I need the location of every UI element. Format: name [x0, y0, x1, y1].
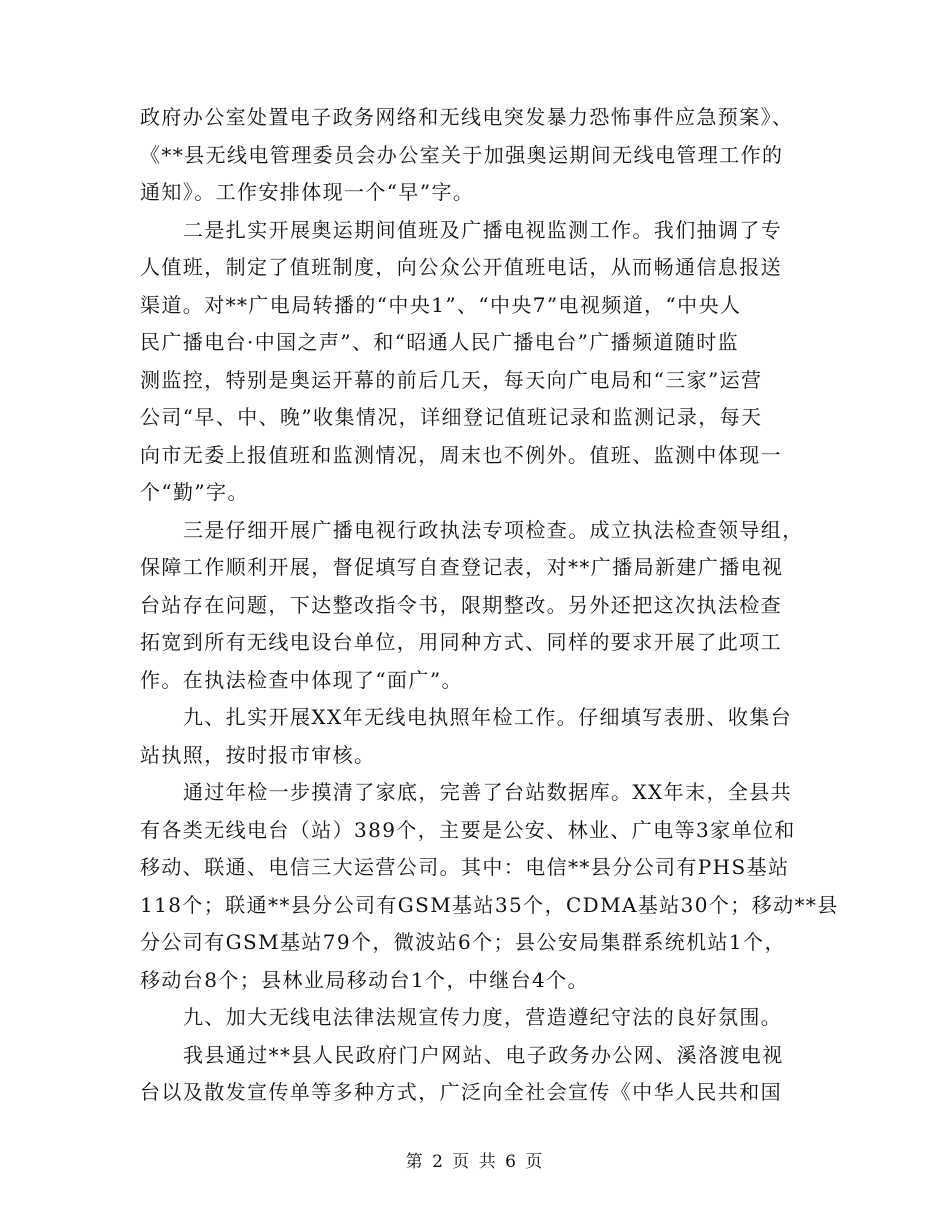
document-body	[140, 99, 839, 1112]
document-line: 有各类无线电台（站）389个，主要是公安、林业、广电等3家单位和	[140, 817, 796, 842]
document-line: 九、加大无线电法律法规宣传力度，营造遵纪守法的良好氛围。	[183, 1005, 783, 1029]
document-line: 个“勤”字。	[140, 480, 249, 504]
document-line: 移动台8个；县林业局移动台1个，中继台4个。	[140, 967, 589, 992]
document-line: 民广播电台·中国之声”、和“昭通人民广播电台”广播频道随时监	[140, 330, 740, 354]
document-line: 三是仔细开展广播电视行政执法专项检查。成立执法检查领导组，	[183, 517, 804, 542]
document-line: 二是扎实开展奥运期间值班及广播电视监测工作。我们抽调了专	[183, 217, 783, 242]
document-line: 台站存在问题，下达整改指令书，限期整改。另外还把这次执法检查	[140, 592, 782, 617]
document-line: 分公司有GSM基站79个，微波站6个；县公安局集群系统机站1个，	[140, 930, 786, 954]
page-footer: 第 2 页 共 6 页	[405, 1152, 545, 1172]
document-line: 《**县无线电管理委员会办公室关于加强奥运期间无线电管理工作的	[140, 142, 784, 167]
document-line: 通知》。工作安排体现一个“早”字。	[140, 180, 475, 204]
document-line: 公司“早、中、晚”收集情况，详细登记值班记录和监测记录，每天	[140, 405, 763, 429]
document-line: 通过年检一步摸清了家底，完善了台站数据库。XX年末，全县共	[183, 780, 793, 804]
document-line: 作。在执法检查中体现了“面广”。	[140, 667, 463, 692]
document-line: 站执照，按时报市审核。	[140, 742, 376, 767]
document-line: 台以及散发宣传单等多种方式，广泛向全社会宣传《中华人民共和国	[140, 1080, 782, 1104]
document-line: 渠道。对**广电局转播的“中央1”、“中央7”电视频道，“中央人	[140, 292, 742, 317]
document-line: 移动、联通、电信三大运营公司。其中：电信**县分公司有PHS基站	[140, 855, 790, 879]
document-line: 118个；联通**县分公司有GSM基站35个，CDMA基站30个；移动**县	[140, 892, 839, 917]
document-line: 我县通过**县人民政府门户网站、电子政务办公网、溪洛渡电视	[183, 1042, 784, 1067]
document-line: 人值班，制定了值班制度，向公众公开值班电话，从而畅通信息报送	[140, 255, 782, 279]
document-line: 拓宽到所有无线电设台单位，用同种方式、同样的要求开展了此项工	[140, 630, 782, 654]
document-line: 测监控，特别是奥运开幕的前后几天，每天向广电局和“三家”运营	[140, 367, 763, 392]
document-line: 向市无委上报值班和监测情况，周末也不例外。值班、监测中体现一	[140, 442, 782, 467]
document-line: 政府办公室处置电子政务网络和无线电突发暴力恐怖事件应急预案》、	[140, 105, 794, 129]
document-line: 九、扎实开展XX年无线电执照年检工作。仔细填写表册、收集台	[183, 705, 793, 729]
document-line: 保障工作顺利开展，督促填写自查登记表，对**广播局新建广播电视	[140, 555, 784, 579]
